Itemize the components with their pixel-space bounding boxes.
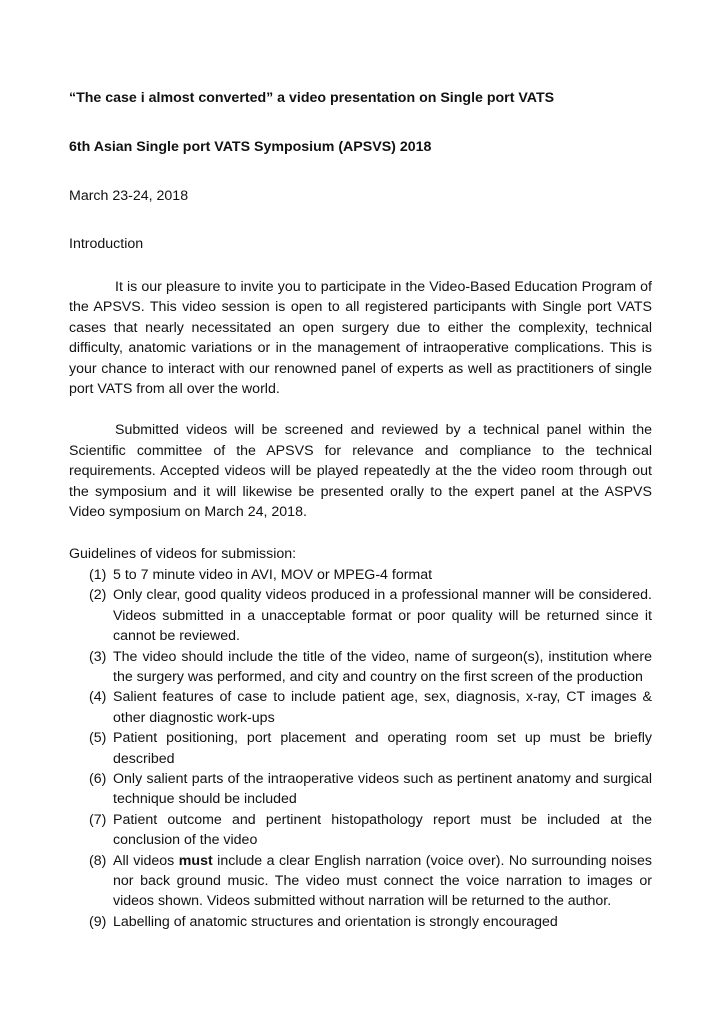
guideline-text-before: All videos bbox=[113, 852, 179, 869]
guideline-number: (9) bbox=[89, 913, 107, 930]
document-subtitle: 6th Asian Single port VATS Symposium (APSVS) 2018 bbox=[69, 139, 432, 155]
guideline-number: (6) bbox=[89, 770, 107, 787]
event-date: March 23-24, 2018 bbox=[69, 188, 189, 204]
guideline-item bbox=[69, 728, 652, 769]
guideline-number: (5) bbox=[89, 730, 107, 747]
guideline-text: Only salient parts of the intraoperative videos such as pertinent anatomy and surgical technique should be included bbox=[113, 770, 652, 808]
guideline-text-after: include a clear English narration (voice over). No surrounding noises nor back ground music. The video must connect the voice narration to images or videos shown. Videos submitted without narration will be returned to the author. bbox=[113, 852, 652, 910]
guideline-text: Patient positioning, port placement and operating room set up must be briefly described bbox=[113, 730, 652, 767]
guideline-text: Patient outcome and pertinent histopathology report must be included at the conclusion of the video bbox=[113, 811, 652, 849]
guideline-item bbox=[69, 912, 652, 932]
guideline-number: (4) bbox=[89, 689, 107, 706]
guideline-text: Only clear, good quality videos produced in a professional manner will be considered. Videos submitted in a unacceptable format or poor quality will be returned since it cannot be reviewed. bbox=[113, 587, 652, 645]
guideline-emphasis: must bbox=[178, 852, 213, 869]
guideline-number: (1) bbox=[89, 566, 107, 583]
guideline-text: The video should include the title of the video, name of surgeon(s), institution where the surgery was performed, and city and country on the first screen of the production bbox=[113, 648, 652, 685]
guideline-text: Salient features of case to include patient age, sex, diagnosis, x-ray, CT images & other diagnostic work-ups bbox=[113, 689, 652, 726]
guidelines-list bbox=[69, 565, 652, 932]
guideline-number: (3) bbox=[89, 648, 107, 665]
guideline-text: Labelling of anatomic structures and orientation is strongly encouraged bbox=[113, 913, 558, 930]
guideline-item bbox=[69, 769, 652, 810]
guideline-text: 5 to 7 minute video in AVI, MOV or MPEG-4 format bbox=[113, 566, 433, 583]
guideline-item bbox=[69, 851, 652, 912]
document-page bbox=[69, 88, 652, 932]
guideline-number: (7) bbox=[89, 811, 107, 828]
guideline-item bbox=[69, 585, 652, 646]
guideline-number: (8) bbox=[89, 852, 107, 869]
guideline-item bbox=[69, 565, 652, 585]
submission-paragraph: Submitted videos will be screened and reviewed by a technical panel within the Scientific committee of the APSVS for relevance and compliance to the technical requirements. Accepted videos will be played repeatedly at the the video room through out the symposium and it will likewise be presented orally to the expert panel at the ASPVS Video symposium on March 24, 2018. bbox=[69, 422, 652, 521]
guideline-item bbox=[69, 647, 652, 688]
intro-heading: Introduction bbox=[69, 236, 144, 252]
guideline-number: (2) bbox=[89, 587, 107, 604]
guidelines-heading: Guidelines of videos for submission: bbox=[69, 546, 297, 563]
guideline-item bbox=[69, 810, 652, 851]
guideline-item bbox=[69, 687, 652, 728]
intro-paragraph: It is our pleasure to invite you to participate in the Video-Based Education Program of the APSVS. This video session is open to all registered participants with Single port VATS cases that nearly necessitated an open surgery due to either the complexity, technical difficulty, anatomic variations or in the management of intraoperative complications. This is your chance to interact with our renowned panel of experts as well as practitioners of single port VATS from all over the world. bbox=[69, 279, 652, 398]
document-title: “The case i almost converted” a video presentation on Single port VATS bbox=[69, 90, 555, 106]
